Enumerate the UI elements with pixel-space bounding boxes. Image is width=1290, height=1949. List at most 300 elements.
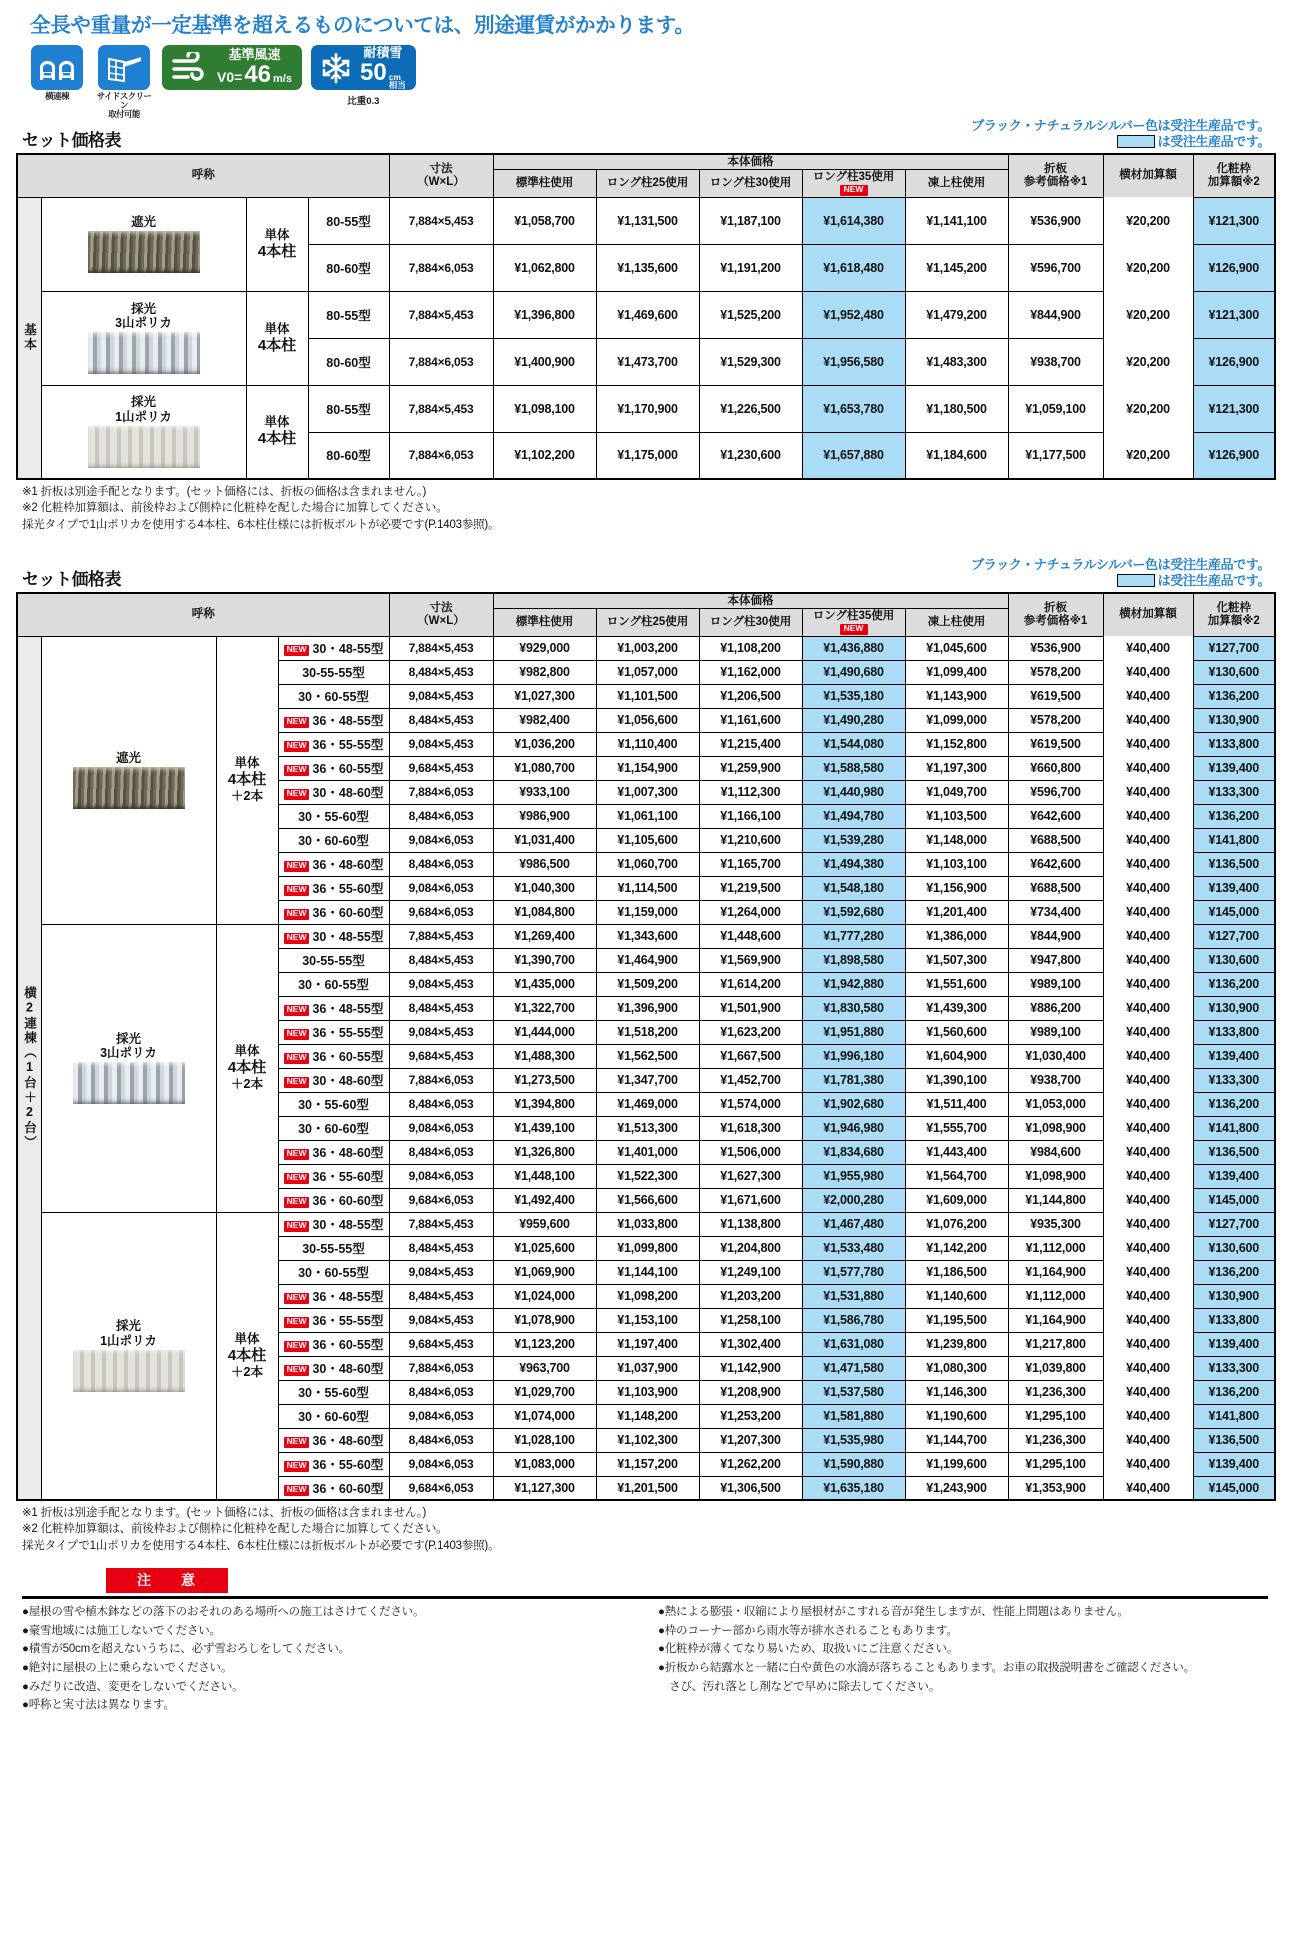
wind-speed-badge [162, 45, 302, 90]
price-keshou-cell: ¥133,800 [1193, 1308, 1275, 1332]
price-orita-cell: ¥1,164,900 [1008, 1260, 1103, 1284]
price-long30-cell: ¥1,627,300 [699, 1164, 802, 1188]
price-keshou-cell: ¥121,300 [1193, 197, 1275, 244]
price-standard-cell: ¥1,444,000 [493, 1020, 596, 1044]
price-orita-cell: ¥938,700 [1008, 1068, 1103, 1092]
col-yokozai: 横材加算額 [1103, 154, 1193, 198]
model-cell: 30・60-55型 [278, 684, 389, 708]
new-badge-header: NEW [840, 185, 868, 196]
price-keshou-cell: ¥139,400 [1193, 1044, 1275, 1068]
price-standard-cell: ¥1,492,400 [493, 1188, 596, 1212]
roof-type-label: 遮光 [130, 214, 156, 229]
new-badge: NEW [284, 1341, 310, 1352]
dimension-cell: 9,684×6,053 [389, 900, 493, 924]
wind-badge-prefix: V0= [217, 69, 243, 85]
price-long25-cell: ¥1,135,600 [596, 244, 699, 291]
price-long25-cell: ¥1,148,200 [596, 1404, 699, 1428]
price-long35-cell: ¥1,548,180 [802, 876, 905, 900]
price-orita-cell: ¥1,059,100 [1008, 385, 1103, 432]
price-orita-cell: ¥1,236,300 [1008, 1428, 1103, 1452]
footnote-1-1: ※1 折板は別途手配となります。(セット価格には、折板の価格は含まれません。) [22, 486, 427, 499]
price-yokozai-cell: ¥40,400 [1103, 1428, 1193, 1452]
price-yokozai-cell: ¥40,400 [1103, 660, 1193, 684]
price-standard-cell: ¥1,439,100 [493, 1116, 596, 1140]
new-badge: NEW [284, 1149, 310, 1160]
col-keshou: 化粧枠 加算額※2 [1193, 154, 1275, 198]
price-standard-cell: ¥1,040,300 [493, 876, 596, 900]
price-standard-cell: ¥1,396,800 [493, 291, 596, 338]
model-cell: NEW 36・60-55型 [278, 1332, 389, 1356]
price-long35-cell: ¥1,898,580 [802, 948, 905, 972]
price-long30-cell: ¥1,667,500 [699, 1044, 802, 1068]
dimension-cell: 8,484×5,453 [389, 996, 493, 1020]
price-long25-cell: ¥1,197,400 [596, 1332, 699, 1356]
price-frost-cell: ¥1,197,300 [905, 756, 1008, 780]
price-long30-cell: ¥1,207,300 [699, 1428, 802, 1452]
model-cell: NEW 36・60-60型 [278, 1188, 389, 1212]
caution-label: 注 意 [106, 1568, 228, 1593]
table-row [17, 924, 1275, 948]
made-to-order-swatch-1 [1117, 135, 1155, 148]
price-long35-cell: ¥1,952,480 [802, 291, 905, 338]
dimension-cell: 9,084×6,053 [389, 1452, 493, 1476]
price-long25-cell: ¥1,061,100 [596, 804, 699, 828]
price-long25-cell: ¥1,469,000 [596, 1092, 699, 1116]
price-orita-cell: ¥989,100 [1008, 972, 1103, 996]
price-frost-cell: ¥1,103,100 [905, 852, 1008, 876]
price-long30-cell: ¥1,501,900 [699, 996, 802, 1020]
price-keshou-cell: ¥139,400 [1193, 756, 1275, 780]
price-yokozai-cell: ¥40,400 [1103, 948, 1193, 972]
snow-badge-unit-top: cm [388, 71, 401, 82]
price-long35-cell: ¥1,777,280 [802, 924, 905, 948]
price-standard-cell: ¥1,031,400 [493, 828, 596, 852]
col-standard: 標準柱使用 [493, 170, 596, 197]
new-badge: NEW [284, 933, 310, 944]
caution-left-item: ●みだりに改造、変更をしないでください。 [22, 1680, 244, 1693]
price-yokozai-cell: ¥40,400 [1103, 708, 1193, 732]
price-long30-cell: ¥1,226,500 [699, 385, 802, 432]
price-long35-cell: ¥1,531,880 [802, 1284, 905, 1308]
dimension-cell: 8,484×6,053 [389, 1428, 493, 1452]
price-frost-cell: ¥1,184,600 [905, 432, 1008, 479]
price-yokozai-cell: ¥40,400 [1103, 1140, 1193, 1164]
price-long30-cell: ¥1,191,200 [699, 244, 802, 291]
price-keshou-cell: ¥133,800 [1193, 1020, 1275, 1044]
price-orita-cell: ¥596,700 [1008, 780, 1103, 804]
new-badge: NEW [284, 1029, 310, 1040]
roof-type-label: 採光 3山ポリカ [100, 1031, 157, 1061]
price-orita-cell: ¥1,236,300 [1008, 1380, 1103, 1404]
price-long35-cell: ¥2,000,280 [802, 1188, 905, 1212]
price-long25-cell: ¥1,057,000 [596, 660, 699, 684]
price-standard-cell: ¥1,400,900 [493, 338, 596, 385]
price-long25-cell: ¥1,513,300 [596, 1116, 699, 1140]
model-cell: 80-60型 [308, 244, 389, 291]
new-badge: NEW [284, 1437, 310, 1448]
price-long25-cell: ¥1,007,300 [596, 780, 699, 804]
section-header-2 [16, 555, 1274, 592]
price-keshou-cell: ¥126,900 [1193, 338, 1275, 385]
price-long30-cell: ¥1,623,200 [699, 1020, 802, 1044]
price-yokozai-cell: ¥40,400 [1103, 996, 1193, 1020]
roof-material-swatch-image [88, 426, 200, 468]
price-yokozai-cell: ¥40,400 [1103, 1284, 1193, 1308]
caution-left-item: ●呼称と実寸法は異なります。 [22, 1699, 175, 1712]
model-cell: 30・55-60型 [278, 1380, 389, 1404]
price-orita-cell: ¥844,900 [1008, 291, 1103, 338]
col-frost: 凍上柱使用 [905, 170, 1008, 197]
price-long35-cell: ¥1,535,180 [802, 684, 905, 708]
price-frost-cell: ¥1,479,200 [905, 291, 1008, 338]
price-frost-cell: ¥1,141,100 [905, 197, 1008, 244]
post-config-cell: 単体 4本柱 ＋2本 [216, 1212, 278, 1500]
side-screen-icon [98, 45, 150, 90]
swatch-note-1 [971, 134, 1270, 150]
dimension-cell: 7,884×5,453 [389, 385, 493, 432]
caution-right-item: さび、汚れ落とし剤などで早めに除去してください。 [658, 1680, 941, 1693]
price-long30-cell: ¥1,230,600 [699, 432, 802, 479]
caution-left-item: ●絶対に屋根の上に乗らないでください。 [22, 1662, 233, 1675]
col-dimension-2: 寸法 （W×L） [389, 593, 493, 637]
new-badge: NEW [284, 861, 310, 872]
price-standard-cell: ¥1,488,300 [493, 1044, 596, 1068]
price-long25-cell: ¥1,464,900 [596, 948, 699, 972]
price-standard-cell: ¥1,269,400 [493, 924, 596, 948]
price-frost-cell: ¥1,243,900 [905, 1476, 1008, 1500]
new-badge: NEW [284, 1173, 310, 1184]
post-config-cell: 単体 4本柱 [246, 385, 308, 479]
dimension-cell: 7,884×6,053 [389, 1068, 493, 1092]
new-badge: NEW [284, 1461, 310, 1472]
price-keshou-cell: ¥136,200 [1193, 684, 1275, 708]
price-long35-cell: ¥1,956,580 [802, 338, 905, 385]
price-orita-cell: ¥1,144,800 [1008, 1188, 1103, 1212]
price-long30-cell: ¥1,206,500 [699, 684, 802, 708]
price-yokozai-cell: ¥40,400 [1103, 900, 1193, 924]
price-keshou-cell: ¥130,900 [1193, 996, 1275, 1020]
dimension-cell: 8,484×5,453 [389, 660, 493, 684]
price-standard-cell: ¥1,326,800 [493, 1140, 596, 1164]
caution-section [16, 1568, 1274, 1716]
price-orita-cell: ¥596,700 [1008, 244, 1103, 291]
dimension-cell: 9,084×5,453 [389, 684, 493, 708]
price-keshou-cell: ¥145,000 [1193, 1476, 1275, 1500]
price-orita-cell: ¥619,500 [1008, 732, 1103, 756]
price-long25-cell: ¥1,347,700 [596, 1068, 699, 1092]
model-cell: 30-55-55型 [278, 660, 389, 684]
price-yokozai-cell: ¥40,400 [1103, 924, 1193, 948]
model-cell: NEW 36・60-60型 [278, 1476, 389, 1500]
price-long35-cell: ¥1,590,880 [802, 1452, 905, 1476]
price-long30-cell: ¥1,448,600 [699, 924, 802, 948]
price-frost-cell: ¥1,604,900 [905, 1044, 1008, 1068]
price-keshou-cell: ¥136,200 [1193, 1260, 1275, 1284]
price-long30-cell: ¥1,142,900 [699, 1356, 802, 1380]
price-orita-cell: ¥1,177,500 [1008, 432, 1103, 479]
col-long25: ロング柱25使用 [596, 170, 699, 197]
price-orita-cell: ¥688,500 [1008, 876, 1103, 900]
price-frost-cell: ¥1,142,200 [905, 1236, 1008, 1260]
price-long25-cell: ¥1,562,500 [596, 1044, 699, 1068]
roof-material-swatch-image [88, 332, 200, 374]
price-long25-cell: ¥1,131,500 [596, 197, 699, 244]
dimension-cell: 9,084×5,453 [389, 732, 493, 756]
footnote-2-1: ※1 折板は別途手配となります。(セット価格には、折板の価格は含まれません。) [22, 1507, 427, 1520]
price-yokozai-cell: ¥40,400 [1103, 1212, 1193, 1236]
price-long25-cell: ¥1,157,200 [596, 1452, 699, 1476]
model-cell: NEW 36・48-55型 [278, 1284, 389, 1308]
price-long30-cell: ¥1,259,900 [699, 756, 802, 780]
made-to-order-note-1: ブラック・ナチュラルシルバー色は受注生産品です。 [971, 118, 1270, 133]
price-keshou-cell: ¥136,500 [1193, 852, 1275, 876]
price-standard-cell: ¥1,069,900 [493, 1260, 596, 1284]
price-long30-cell: ¥1,302,400 [699, 1332, 802, 1356]
caution-right-item: ●枠のコーナー部から雨水等が排水されることもあります。 [658, 1624, 958, 1637]
blue-notes-2 [971, 557, 1270, 590]
price-frost-cell: ¥1,199,600 [905, 1452, 1008, 1476]
wind-badge-label: 基準風速 [228, 47, 281, 62]
col-frost-2: 凍上柱使用 [905, 609, 1008, 636]
price-long30-cell: ¥1,253,200 [699, 1404, 802, 1428]
category-label: 横2連棟（1台＋2台） [22, 985, 37, 1150]
price-long30-cell: ¥1,306,500 [699, 1476, 802, 1500]
price-long35-cell: ¥1,951,880 [802, 1020, 905, 1044]
price-long25-cell: ¥1,153,100 [596, 1308, 699, 1332]
price-long30-cell: ¥1,671,600 [699, 1188, 802, 1212]
side-by-side-carport-icon [31, 45, 83, 90]
caution-column-left [22, 1604, 632, 1716]
new-badge: NEW [284, 1077, 310, 1088]
model-cell: NEW 36・48-60型 [278, 852, 389, 876]
price-long35-cell: ¥1,592,680 [802, 900, 905, 924]
caution-right-item: ●熱による膨張・収縮により屋根材がこすれる音が発生しますが、性能上問題はありません。 [658, 1606, 1129, 1619]
price-frost-cell: ¥1,099,400 [905, 660, 1008, 684]
snow-load-badge [311, 45, 416, 90]
price-yokozai-cell: ¥40,400 [1103, 1068, 1193, 1092]
price-standard-cell: ¥1,027,300 [493, 684, 596, 708]
price-long25-cell: ¥1,154,900 [596, 756, 699, 780]
new-badge: NEW [284, 789, 310, 800]
price-long30-cell: ¥1,219,500 [699, 876, 802, 900]
new-badge: NEW [284, 1485, 310, 1496]
dimension-cell: 8,484×6,053 [389, 852, 493, 876]
price-yokozai-cell: ¥20,200 [1103, 338, 1193, 385]
roof-material-swatch-image [73, 767, 185, 809]
price-long35-cell: ¥1,588,580 [802, 756, 905, 780]
table-row [17, 1212, 1275, 1236]
model-cell: NEW 36・55-55型 [278, 732, 389, 756]
model-cell: 80-60型 [308, 338, 389, 385]
price-frost-cell: ¥1,099,000 [905, 708, 1008, 732]
price-standard-cell: ¥982,800 [493, 660, 596, 684]
section-title-1: セット価格表 [22, 130, 121, 150]
model-cell: 30・55-60型 [278, 1092, 389, 1116]
price-keshou-cell: ¥136,200 [1193, 804, 1275, 828]
price-long25-cell: ¥1,102,300 [596, 1428, 699, 1452]
post-config-cell: 単体 4本柱 ＋2本 [216, 924, 278, 1212]
footnotes-1 [16, 480, 1274, 533]
price-long30-cell: ¥1,264,000 [699, 900, 802, 924]
footnote-1-2: ※2 化粧枠加算額は、前後枠および側枠に化粧枠を配した場合に加算してください。 [22, 502, 448, 515]
price-frost-cell: ¥1,152,800 [905, 732, 1008, 756]
dimension-cell: 7,884×5,453 [389, 636, 493, 660]
model-cell: 30-55-55型 [278, 948, 389, 972]
footnotes-2 [16, 1501, 1274, 1554]
caution-rule [22, 1596, 1268, 1599]
dimension-cell: 8,484×6,053 [389, 1140, 493, 1164]
col-body-price-2: 本体価格 [493, 593, 1008, 609]
model-cell: NEW 36・60-60型 [278, 900, 389, 924]
col-name-2: 呼称 [17, 593, 389, 637]
price-orita-cell: ¥578,200 [1008, 708, 1103, 732]
model-cell: 30・60-60型 [278, 1116, 389, 1140]
price-long30-cell: ¥1,203,200 [699, 1284, 802, 1308]
section-title-2: セット価格表 [22, 569, 121, 589]
price-frost-cell: ¥1,443,400 [905, 1140, 1008, 1164]
dimension-cell: 7,884×5,453 [389, 291, 493, 338]
price-long35-cell: ¥1,653,780 [802, 385, 905, 432]
price-orita-cell: ¥1,353,900 [1008, 1476, 1103, 1500]
price-long25-cell: ¥1,343,600 [596, 924, 699, 948]
price-long35-cell: ¥1,471,580 [802, 1356, 905, 1380]
price-long35-cell: ¥1,577,780 [802, 1260, 905, 1284]
model-cell: NEW 36・48-55型 [278, 708, 389, 732]
price-long30-cell: ¥1,452,700 [699, 1068, 802, 1092]
price-yokozai-cell: ¥40,400 [1103, 1260, 1193, 1284]
price-long30-cell: ¥1,618,300 [699, 1116, 802, 1140]
caution-right-item: ●折板から結露水と一緒に白や黄色の水滴が落ちることもあります。お車の取扱説明書をご確認ください。 [658, 1662, 1195, 1675]
model-cell: 30・55-60型 [278, 804, 389, 828]
price-orita-cell: ¥886,200 [1008, 996, 1103, 1020]
price-orita-cell: ¥1,098,900 [1008, 1116, 1103, 1140]
price-long35-cell: ¥1,618,480 [802, 244, 905, 291]
roof-type-cell [41, 636, 216, 924]
dimension-cell: 9,684×6,053 [389, 1188, 493, 1212]
dimension-cell: 7,884×6,053 [389, 244, 493, 291]
dimension-cell: 7,884×6,053 [389, 432, 493, 479]
price-yokozai-cell: ¥20,200 [1103, 432, 1193, 479]
swatch-note-text-1: は受注生産品です。 [1157, 134, 1270, 150]
col-long35-2: ロング柱35使用 NEW [802, 609, 905, 636]
new-badge: NEW [284, 1053, 310, 1064]
snow-badge-unit-bottom: 相当 [388, 80, 406, 90]
dimension-cell: 9,684×5,453 [389, 1044, 493, 1068]
dimension-cell: 9,084×6,053 [389, 1404, 493, 1428]
swatch-note-2 [971, 573, 1270, 589]
price-yokozai-cell: ¥40,400 [1103, 1188, 1193, 1212]
price-frost-cell: ¥1,551,600 [905, 972, 1008, 996]
price-keshou-cell: ¥139,400 [1193, 1452, 1275, 1476]
price-long30-cell: ¥1,569,900 [699, 948, 802, 972]
price-frost-cell: ¥1,045,600 [905, 636, 1008, 660]
price-frost-cell: ¥1,186,500 [905, 1260, 1008, 1284]
price-standard-cell: ¥1,273,500 [493, 1068, 596, 1092]
caution-column-right [658, 1604, 1268, 1716]
new-badge: NEW [284, 1293, 310, 1304]
price-standard-cell: ¥929,000 [493, 636, 596, 660]
price-yokozai-cell: ¥40,400 [1103, 1044, 1193, 1068]
wind-icon [170, 52, 210, 84]
price-long35-cell: ¥1,635,180 [802, 1476, 905, 1500]
price-yokozai-cell: ¥20,200 [1103, 385, 1193, 432]
price-standard-cell: ¥1,074,000 [493, 1404, 596, 1428]
price-frost-cell: ¥1,076,200 [905, 1212, 1008, 1236]
post-config-cell: 単体 4本柱 [246, 197, 308, 291]
price-long25-cell: ¥1,175,000 [596, 432, 699, 479]
price-standard-cell: ¥1,058,700 [493, 197, 596, 244]
price-standard-cell: ¥1,036,200 [493, 732, 596, 756]
footnote-2-3: 採光タイプで1山ポリカを使用する4本柱、6本柱仕様には折板ボルトが必要です(P.1403参照)。 [22, 1539, 500, 1552]
price-standard-cell: ¥1,024,000 [493, 1284, 596, 1308]
price-long25-cell: ¥1,473,700 [596, 338, 699, 385]
price-keshou-cell: ¥133,300 [1193, 1068, 1275, 1092]
new-badge: NEW [284, 717, 310, 728]
price-orita-cell: ¥619,500 [1008, 684, 1103, 708]
price-yokozai-cell: ¥40,400 [1103, 1452, 1193, 1476]
col-long35: ロング柱35使用 NEW [802, 170, 905, 197]
price-standard-cell: ¥963,700 [493, 1356, 596, 1380]
dimension-cell: 8,484×6,053 [389, 1092, 493, 1116]
price-keshou-cell: ¥133,800 [1193, 732, 1275, 756]
model-cell: 30・60-60型 [278, 828, 389, 852]
dimension-cell: 9,084×6,053 [389, 828, 493, 852]
price-orita-cell: ¥1,053,000 [1008, 1092, 1103, 1116]
price-standard-cell: ¥986,500 [493, 852, 596, 876]
price-standard-cell: ¥1,322,700 [493, 996, 596, 1020]
model-cell: NEW 36・48-60型 [278, 1428, 389, 1452]
price-long25-cell: ¥1,056,600 [596, 708, 699, 732]
price-keshou-cell: ¥136,200 [1193, 1380, 1275, 1404]
price-orita-cell: ¥1,295,100 [1008, 1404, 1103, 1428]
price-keshou-cell: ¥121,300 [1193, 385, 1275, 432]
roof-material-swatch-image [88, 231, 200, 273]
price-standard-cell: ¥1,098,100 [493, 385, 596, 432]
price-long35-cell: ¥1,467,480 [802, 1212, 905, 1236]
price-yokozai-cell: ¥40,400 [1103, 756, 1193, 780]
dimension-cell: 9,684×6,053 [389, 1476, 493, 1500]
price-yokozai-cell: ¥40,400 [1103, 1380, 1193, 1404]
caution-left-item: ●豪雪地域には施工しないでください。 [22, 1624, 221, 1637]
model-cell: NEW 30・48-55型 [278, 924, 389, 948]
new-badge: NEW [284, 1317, 310, 1328]
table-row [17, 636, 1275, 660]
post-config-cell: 単体 4本柱 ＋2本 [216, 636, 278, 924]
price-orita-cell: ¥844,900 [1008, 924, 1103, 948]
price-long25-cell: ¥1,037,900 [596, 1356, 699, 1380]
price-long25-cell: ¥1,099,800 [596, 1236, 699, 1260]
price-orita-cell: ¥947,800 [1008, 948, 1103, 972]
caution-bar [22, 1568, 1268, 1593]
table-row [17, 197, 1275, 244]
price-long25-cell: ¥1,509,200 [596, 972, 699, 996]
price-long35-cell: ¥1,494,380 [802, 852, 905, 876]
price-keshou-cell: ¥136,200 [1193, 972, 1275, 996]
price-yokozai-cell: ¥40,400 [1103, 636, 1193, 660]
dimension-cell: 8,484×6,053 [389, 804, 493, 828]
price-yokozai-cell: ¥40,400 [1103, 1404, 1193, 1428]
price-standard-cell: ¥1,062,800 [493, 244, 596, 291]
price-frost-cell: ¥1,201,400 [905, 900, 1008, 924]
price-yokozai-cell: ¥40,400 [1103, 1236, 1193, 1260]
price-keshou-cell: ¥136,500 [1193, 1428, 1275, 1452]
made-to-order-note-2: ブラック・ナチュラルシルバー色は受注生産品です。 [971, 557, 1270, 573]
price-frost-cell: ¥1,239,800 [905, 1332, 1008, 1356]
roof-type-label: 採光 3山ポリカ [115, 301, 172, 331]
price-long30-cell: ¥1,574,000 [699, 1092, 802, 1116]
price-frost-cell: ¥1,140,600 [905, 1284, 1008, 1308]
price-long35-cell: ¥1,781,380 [802, 1068, 905, 1092]
